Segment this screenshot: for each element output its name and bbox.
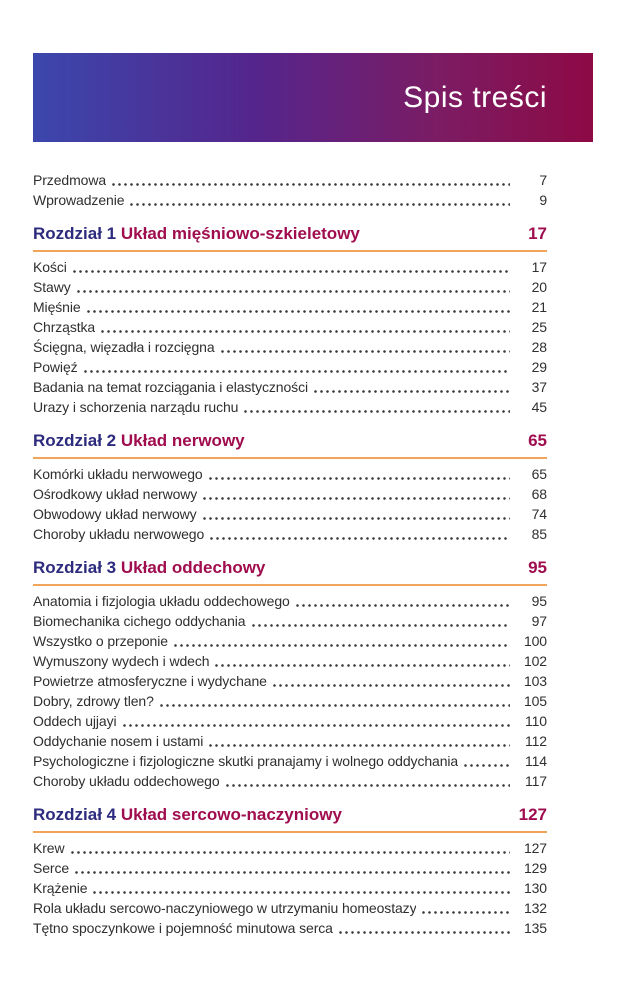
dot-leader	[221, 350, 510, 353]
toc-entry	[33, 277, 547, 297]
toc-entry	[33, 631, 547, 651]
chapter-title	[33, 804, 342, 826]
toc-entry-page: 68	[531, 486, 547, 502]
toc-entry-page: 132	[523, 900, 547, 916]
chapter-name: Układ mięśniowo-szkieletowy	[120, 224, 360, 243]
toc-entry-page: 25	[531, 319, 547, 335]
chapter-section	[33, 430, 547, 544]
chapter-page: 95	[528, 558, 547, 577]
toc-entry-page: 97	[531, 613, 547, 629]
dot-leader	[75, 871, 510, 874]
toc-entry-page: 103	[523, 673, 547, 689]
chapter-name: Układ sercowo-naczyniowy	[120, 805, 342, 824]
chapter-title	[33, 223, 360, 245]
toc-entry-title: Powietrze atmosferyczne i wydychane	[33, 673, 267, 689]
toc-entry-title: Serce	[33, 860, 70, 876]
toc-entry-page: 127	[523, 840, 547, 856]
toc-entry-title: Wymuszony wydech i wdech	[33, 653, 210, 669]
dot-leader	[209, 744, 510, 747]
toc-entry	[33, 691, 547, 711]
toc-entry	[33, 838, 547, 858]
toc-entry	[33, 170, 547, 190]
dot-leader	[73, 270, 510, 273]
toc-entry-page: 117	[524, 773, 547, 789]
toc-entry-page: 7	[539, 172, 547, 188]
dot-leader	[203, 497, 510, 500]
toc-entry	[33, 484, 547, 504]
chapter-page: 65	[528, 431, 547, 450]
toc-entry	[33, 297, 547, 317]
dot-leader	[101, 330, 510, 333]
chapter-title	[33, 430, 245, 452]
chapter-heading	[33, 430, 547, 459]
dot-leader	[160, 704, 510, 707]
toc-entry-page: 29	[531, 359, 547, 375]
toc-entry	[33, 651, 547, 671]
chapter-section	[33, 223, 547, 417]
toc-entry-title: Wszystko o przeponie	[33, 633, 168, 649]
toc-entry	[33, 397, 547, 417]
dot-leader	[244, 410, 510, 413]
toc-entry-title: Ośrodkowy układ nerwowy	[33, 486, 198, 502]
toc-entry	[33, 190, 547, 210]
toc-entry-title: Mięśnie	[33, 299, 81, 315]
toc-entry-title: Komórki układu nerwowego	[33, 466, 203, 482]
toc-entry-page: 105	[523, 693, 547, 709]
dot-leader	[314, 390, 510, 393]
toc-entry	[33, 504, 547, 524]
toc-entry-title: Ścięgna, więzadła i rozcięgna	[33, 339, 215, 355]
page-title: Spis treści	[403, 80, 547, 114]
toc-entry-page: 110	[524, 713, 547, 729]
dot-leader	[210, 537, 510, 540]
toc-entry-title: Oddychanie nosem i ustami	[33, 733, 204, 749]
dot-leader	[215, 664, 510, 667]
dot-leader	[203, 517, 510, 520]
toc-entry-page: 85	[531, 526, 547, 542]
toc-entry-title: Biomechanika cichego oddychania	[33, 613, 246, 629]
dot-leader	[93, 891, 510, 894]
toc-entry-title: Dobry, zdrowy tlen?	[33, 693, 154, 709]
toc-entry	[33, 611, 547, 631]
chapter-list	[33, 223, 547, 938]
dot-leader	[87, 310, 510, 313]
toc-entry	[33, 898, 547, 918]
dot-leader	[252, 624, 511, 627]
dot-leader	[273, 684, 510, 687]
toc-entry-page: 65	[531, 466, 547, 482]
dot-leader	[296, 604, 510, 607]
header-banner	[33, 53, 593, 142]
toc-entry-title: Stawy	[33, 279, 71, 295]
toc-entry	[33, 731, 547, 751]
dot-leader	[130, 203, 510, 206]
toc-entry	[33, 711, 547, 731]
toc-entry-title: Wprowadzenie	[33, 192, 125, 208]
toc-entry	[33, 671, 547, 691]
toc-entry	[33, 591, 547, 611]
toc-entry	[33, 858, 547, 878]
toc-entry-page: 21	[531, 299, 547, 315]
dot-leader	[112, 183, 510, 186]
toc-entry-title: Urazy i schorzenia narządu ruchu	[33, 399, 239, 415]
toc-entry-title: Powięź	[33, 359, 78, 375]
chapter-section	[33, 557, 547, 791]
toc-entry-title: Kości	[33, 259, 67, 275]
toc-entry-page: 114	[524, 753, 547, 769]
toc-entry-title: Krążenie	[33, 880, 88, 896]
toc-entry-page: 9	[539, 192, 547, 208]
toc-entry	[33, 357, 547, 377]
chapter-heading	[33, 804, 547, 833]
dot-leader	[339, 931, 510, 934]
dot-leader	[209, 477, 510, 480]
chapter-name: Układ nerwowy	[120, 431, 245, 450]
dot-leader	[77, 290, 510, 293]
chapter-label: Rozdział 2	[33, 431, 117, 450]
chapter-label: Rozdział 4	[33, 805, 117, 824]
toc-entry-page: 129	[523, 860, 547, 876]
toc-entry-title: Oddech ujjayi	[33, 713, 117, 729]
chapter-page: 17	[528, 224, 547, 243]
chapter-title	[33, 557, 265, 579]
chapter-section	[33, 804, 547, 938]
toc-entry-page: 95	[531, 593, 547, 609]
toc-entry-page: 135	[523, 920, 547, 936]
chapter-label: Rozdział 3	[33, 558, 117, 577]
toc-entry-page: 74	[531, 506, 547, 522]
toc-entry-title: Psychologiczne i fizjologiczne skutki pranajamy i wolnego oddychania	[33, 753, 459, 769]
toc-entry-page: 112	[524, 733, 547, 749]
dot-leader	[71, 851, 511, 854]
toc-entry-page: 102	[523, 653, 547, 669]
toc-entry-title: Krew	[33, 840, 65, 856]
toc-entry-title: Choroby układu oddechowego	[33, 773, 220, 789]
toc-entry-title: Chrząstka	[33, 319, 96, 335]
dot-leader	[123, 724, 510, 727]
dot-leader	[464, 764, 510, 767]
toc-entry	[33, 257, 547, 277]
dot-leader	[226, 784, 510, 787]
toc-entry	[33, 524, 547, 544]
toc-entry-title: Tętno spoczynkowe i pojemność minutowa serca	[33, 920, 333, 936]
chapter-page: 127	[518, 805, 547, 824]
toc-entry-page: 20	[531, 279, 547, 295]
toc-entry-title: Obwodowy układ nerwowy	[33, 506, 197, 522]
toc-entry-title: Badania na temat rozciągania i elastyczności	[33, 379, 308, 395]
toc-entry-page: 17	[531, 259, 547, 275]
toc-entry	[33, 317, 547, 337]
toc-content	[33, 170, 547, 938]
toc-entry	[33, 771, 547, 791]
dot-leader	[84, 370, 510, 373]
dot-leader	[422, 911, 510, 914]
dot-leader	[174, 644, 510, 647]
chapter-heading	[33, 223, 547, 252]
toc-entry-title: Anatomia i fizjologia układu oddechowego	[33, 593, 290, 609]
toc-entry-title: Rola układu sercowo-naczyniowego w utrzymaniu homeostazy	[33, 900, 417, 916]
chapter-heading	[33, 557, 547, 586]
front-matter-list	[33, 170, 547, 210]
toc-entry-page: 45	[531, 399, 547, 415]
toc-entry-title: Przedmowa	[33, 172, 107, 188]
toc-entry	[33, 337, 547, 357]
toc-entry	[33, 377, 547, 397]
toc-entry-title: Choroby układu nerwowego	[33, 526, 205, 542]
chapter-name: Układ oddechowy	[120, 558, 266, 577]
chapter-label: Rozdział 1	[33, 224, 117, 243]
toc-entry	[33, 918, 547, 938]
toc-entry-page: 28	[531, 339, 547, 355]
toc-entry-page: 37	[531, 379, 547, 395]
toc-entry	[33, 751, 547, 771]
toc-entry	[33, 878, 547, 898]
toc-entry	[33, 464, 547, 484]
toc-entry-page: 100	[523, 633, 547, 649]
toc-entry-page: 130	[523, 880, 547, 896]
